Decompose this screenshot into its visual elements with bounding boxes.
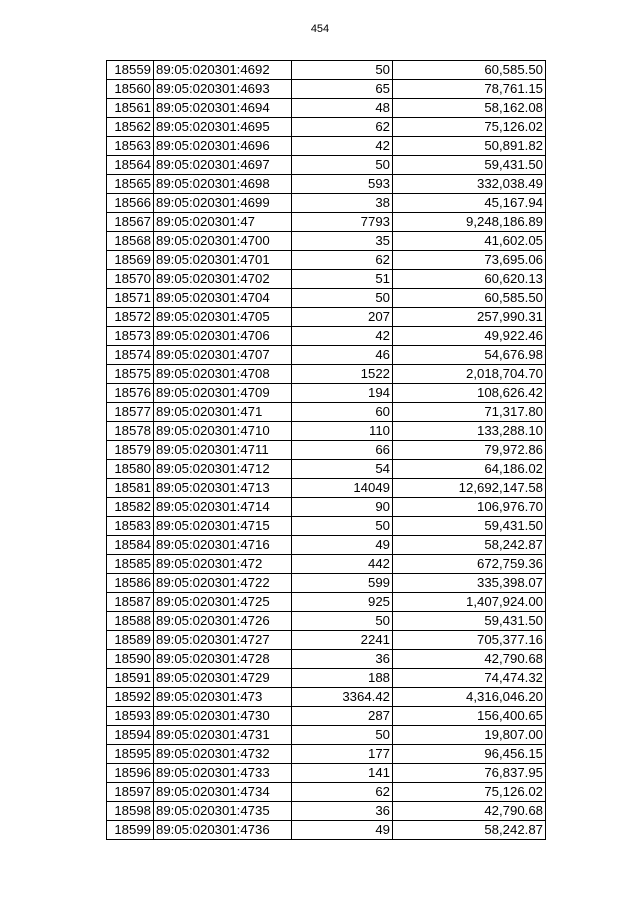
- table-row: [107, 99, 546, 118]
- cadastral-number-cell: 89:05:020301:4732: [154, 745, 292, 764]
- area-cell: 65: [292, 80, 393, 99]
- value-cell: 60,585.50: [393, 289, 546, 308]
- table-row: [107, 726, 546, 745]
- cadastral-number-cell: 89:05:020301:4708: [154, 365, 292, 384]
- cadastral-number-cell: 89:05:020301:4726: [154, 612, 292, 631]
- cadastral-number-cell: 89:05:020301:4714: [154, 498, 292, 517]
- row-number-cell: 18596: [107, 764, 154, 783]
- cadastral-number-cell: 89:05:020301:4727: [154, 631, 292, 650]
- row-number-cell: 18565: [107, 175, 154, 194]
- value-cell: 257,990.31: [393, 308, 546, 327]
- cadastral-number-cell: 89:05:020301:4736: [154, 821, 292, 840]
- value-cell: 4,316,046.20: [393, 688, 546, 707]
- cadastral-number-cell: 89:05:020301:4700: [154, 232, 292, 251]
- row-number-cell: 18588: [107, 612, 154, 631]
- value-cell: 58,162.08: [393, 99, 546, 118]
- value-cell: 59,431.50: [393, 156, 546, 175]
- row-number-cell: 18580: [107, 460, 154, 479]
- value-cell: 59,431.50: [393, 612, 546, 631]
- value-cell: 79,972.86: [393, 441, 546, 460]
- row-number-cell: 18575: [107, 365, 154, 384]
- cadastral-number-cell: 89:05:020301:4734: [154, 783, 292, 802]
- row-number-cell: 18595: [107, 745, 154, 764]
- table-row: [107, 422, 546, 441]
- cadastral-number-cell: 89:05:020301:4696: [154, 137, 292, 156]
- row-number-cell: 18599: [107, 821, 154, 840]
- cadastral-number-cell: 89:05:020301:4733: [154, 764, 292, 783]
- value-cell: 71,317.80: [393, 403, 546, 422]
- table-row: [107, 80, 546, 99]
- value-cell: 49,922.46: [393, 327, 546, 346]
- value-cell: 73,695.06: [393, 251, 546, 270]
- row-number-cell: 18591: [107, 669, 154, 688]
- row-number-cell: 18586: [107, 574, 154, 593]
- table-row: [107, 403, 546, 422]
- row-number-cell: 18582: [107, 498, 154, 517]
- value-cell: 42,790.68: [393, 650, 546, 669]
- row-number-cell: 18583: [107, 517, 154, 536]
- value-cell: 12,692,147.58: [393, 479, 546, 498]
- table-row: [107, 251, 546, 270]
- area-cell: 7793: [292, 213, 393, 232]
- cadastral-number-cell: 89:05:020301:4710: [154, 422, 292, 441]
- cadastral-number-cell: 89:05:020301:4712: [154, 460, 292, 479]
- area-cell: 36: [292, 650, 393, 669]
- table-row: [107, 574, 546, 593]
- row-number-cell: 18592: [107, 688, 154, 707]
- cadastral-number-cell: 89:05:020301:4695: [154, 118, 292, 137]
- table-row: [107, 612, 546, 631]
- area-cell: 62: [292, 118, 393, 137]
- area-cell: 42: [292, 137, 393, 156]
- area-cell: 66: [292, 441, 393, 460]
- area-cell: 49: [292, 821, 393, 840]
- area-cell: 110: [292, 422, 393, 441]
- value-cell: 2,018,704.70: [393, 365, 546, 384]
- table-row: [107, 270, 546, 289]
- value-cell: 133,288.10: [393, 422, 546, 441]
- value-cell: 74,474.32: [393, 669, 546, 688]
- table-row: [107, 308, 546, 327]
- area-cell: 62: [292, 251, 393, 270]
- cadastral-number-cell: 89:05:020301:4731: [154, 726, 292, 745]
- value-cell: 332,038.49: [393, 175, 546, 194]
- area-cell: 62: [292, 783, 393, 802]
- cadastral-number-cell: 89:05:020301:4728: [154, 650, 292, 669]
- table-row: [107, 764, 546, 783]
- value-cell: 50,891.82: [393, 137, 546, 156]
- table-row: [107, 669, 546, 688]
- row-number-cell: 18598: [107, 802, 154, 821]
- cadastral-number-cell: 89:05:020301:4699: [154, 194, 292, 213]
- area-cell: 38: [292, 194, 393, 213]
- area-cell: 50: [292, 289, 393, 308]
- value-cell: 106,976.70: [393, 498, 546, 517]
- value-cell: 64,186.02: [393, 460, 546, 479]
- cadastral-number-cell: 89:05:020301:4735: [154, 802, 292, 821]
- row-number-cell: 18573: [107, 327, 154, 346]
- value-cell: 75,126.02: [393, 118, 546, 137]
- cadastral-number-cell: 89:05:020301:4711: [154, 441, 292, 460]
- table-row: [107, 783, 546, 802]
- row-number-cell: 18589: [107, 631, 154, 650]
- row-number-cell: 18576: [107, 384, 154, 403]
- cadastral-number-cell: 89:05:020301:4716: [154, 536, 292, 555]
- cadastral-number-cell: 89:05:020301:4692: [154, 61, 292, 80]
- area-cell: 14049: [292, 479, 393, 498]
- table-row: [107, 346, 546, 365]
- area-cell: 599: [292, 574, 393, 593]
- row-number-cell: 18560: [107, 80, 154, 99]
- value-cell: 672,759.36: [393, 555, 546, 574]
- row-number-cell: 18568: [107, 232, 154, 251]
- cadastral-number-cell: 89:05:020301:4693: [154, 80, 292, 99]
- area-cell: 36: [292, 802, 393, 821]
- value-cell: 76,837.95: [393, 764, 546, 783]
- area-cell: 90: [292, 498, 393, 517]
- table-row: [107, 593, 546, 612]
- value-cell: 42,790.68: [393, 802, 546, 821]
- cadastral-number-cell: 89:05:020301:4722: [154, 574, 292, 593]
- row-number-cell: 18567: [107, 213, 154, 232]
- row-number-cell: 18585: [107, 555, 154, 574]
- value-cell: 60,620.13: [393, 270, 546, 289]
- row-number-cell: 18564: [107, 156, 154, 175]
- table-row: [107, 175, 546, 194]
- value-cell: 108,626.42: [393, 384, 546, 403]
- data-table: [106, 60, 546, 840]
- row-number-cell: 18584: [107, 536, 154, 555]
- area-cell: 50: [292, 156, 393, 175]
- row-number-cell: 18559: [107, 61, 154, 80]
- cadastral-number-cell: 89:05:020301:4698: [154, 175, 292, 194]
- value-cell: 78,761.15: [393, 80, 546, 99]
- area-cell: 46: [292, 346, 393, 365]
- value-cell: 54,676.98: [393, 346, 546, 365]
- row-number-cell: 18590: [107, 650, 154, 669]
- area-cell: 2241: [292, 631, 393, 650]
- table-row: [107, 821, 546, 840]
- table-row: [107, 707, 546, 726]
- value-cell: 58,242.87: [393, 821, 546, 840]
- area-cell: 50: [292, 517, 393, 536]
- row-number-cell: 18579: [107, 441, 154, 460]
- table-row: [107, 631, 546, 650]
- cadastral-number-cell: 89:05:020301:4715: [154, 517, 292, 536]
- table-row: [107, 460, 546, 479]
- area-cell: 925: [292, 593, 393, 612]
- row-number-cell: 18571: [107, 289, 154, 308]
- cadastral-number-cell: 89:05:020301:4707: [154, 346, 292, 365]
- row-number-cell: 18563: [107, 137, 154, 156]
- value-cell: 19,807.00: [393, 726, 546, 745]
- cadastral-number-cell: 89:05:020301:4729: [154, 669, 292, 688]
- cadastral-number-cell: 89:05:020301:4725: [154, 593, 292, 612]
- value-cell: 9,248,186.89: [393, 213, 546, 232]
- area-cell: 194: [292, 384, 393, 403]
- value-cell: 58,242.87: [393, 536, 546, 555]
- area-cell: 54: [292, 460, 393, 479]
- cadastral-number-cell: 89:05:020301:4701: [154, 251, 292, 270]
- row-number-cell: 18570: [107, 270, 154, 289]
- table-row: [107, 479, 546, 498]
- value-cell: 96,456.15: [393, 745, 546, 764]
- value-cell: 75,126.02: [393, 783, 546, 802]
- table-body: [107, 61, 546, 840]
- cadastral-number-cell: 89:05:020301:4705: [154, 308, 292, 327]
- area-cell: 51: [292, 270, 393, 289]
- area-cell: 60: [292, 403, 393, 422]
- row-number-cell: 18574: [107, 346, 154, 365]
- area-cell: 50: [292, 726, 393, 745]
- row-number-cell: 18572: [107, 308, 154, 327]
- value-cell: 335,398.07: [393, 574, 546, 593]
- area-cell: 188: [292, 669, 393, 688]
- area-cell: 141: [292, 764, 393, 783]
- table-row: [107, 745, 546, 764]
- row-number-cell: 18581: [107, 479, 154, 498]
- cadastral-number-cell: 89:05:020301:47: [154, 213, 292, 232]
- cadastral-number-cell: 89:05:020301:472: [154, 555, 292, 574]
- table-row: [107, 137, 546, 156]
- area-cell: 42: [292, 327, 393, 346]
- table-row: [107, 517, 546, 536]
- area-cell: 177: [292, 745, 393, 764]
- value-cell: 41,602.05: [393, 232, 546, 251]
- table-row: [107, 365, 546, 384]
- cadastral-number-cell: 89:05:020301:473: [154, 688, 292, 707]
- table-row: [107, 650, 546, 669]
- area-cell: 48: [292, 99, 393, 118]
- table-row: [107, 194, 546, 213]
- area-cell: 49: [292, 536, 393, 555]
- area-cell: 50: [292, 612, 393, 631]
- cadastral-number-cell: 89:05:020301:4702: [154, 270, 292, 289]
- area-cell: 1522: [292, 365, 393, 384]
- value-cell: 705,377.16: [393, 631, 546, 650]
- row-number-cell: 18577: [107, 403, 154, 422]
- row-number-cell: 18594: [107, 726, 154, 745]
- value-cell: 1,407,924.00: [393, 593, 546, 612]
- row-number-cell: 18587: [107, 593, 154, 612]
- area-cell: 207: [292, 308, 393, 327]
- area-cell: 50: [292, 61, 393, 80]
- cadastral-number-cell: 89:05:020301:4713: [154, 479, 292, 498]
- row-number-cell: 18593: [107, 707, 154, 726]
- row-number-cell: 18578: [107, 422, 154, 441]
- table-row: [107, 213, 546, 232]
- table-row: [107, 232, 546, 251]
- area-cell: 442: [292, 555, 393, 574]
- table-row: [107, 536, 546, 555]
- area-cell: 35: [292, 232, 393, 251]
- table-row: [107, 384, 546, 403]
- value-cell: 59,431.50: [393, 517, 546, 536]
- cadastral-number-cell: 89:05:020301:4730: [154, 707, 292, 726]
- table-row: [107, 156, 546, 175]
- value-cell: 60,585.50: [393, 61, 546, 80]
- table-row: [107, 118, 546, 137]
- cadastral-number-cell: 89:05:020301:471: [154, 403, 292, 422]
- row-number-cell: 18597: [107, 783, 154, 802]
- page-number: 454: [310, 23, 330, 35]
- cadastral-number-cell: 89:05:020301:4694: [154, 99, 292, 118]
- table-row: [107, 327, 546, 346]
- table-row: [107, 555, 546, 574]
- area-cell: 593: [292, 175, 393, 194]
- table-row: [107, 61, 546, 80]
- area-cell: 3364.42: [292, 688, 393, 707]
- table-row: [107, 441, 546, 460]
- table-row: [107, 498, 546, 517]
- row-number-cell: 18561: [107, 99, 154, 118]
- value-cell: 156,400.65: [393, 707, 546, 726]
- table-row: [107, 289, 546, 308]
- cadastral-number-cell: 89:05:020301:4709: [154, 384, 292, 403]
- area-cell: 287: [292, 707, 393, 726]
- cadastral-number-cell: 89:05:020301:4706: [154, 327, 292, 346]
- table-row: [107, 802, 546, 821]
- table-row: [107, 688, 546, 707]
- row-number-cell: 18569: [107, 251, 154, 270]
- row-number-cell: 18562: [107, 118, 154, 137]
- value-cell: 45,167.94: [393, 194, 546, 213]
- row-number-cell: 18566: [107, 194, 154, 213]
- cadastral-number-cell: 89:05:020301:4704: [154, 289, 292, 308]
- cadastral-number-cell: 89:05:020301:4697: [154, 156, 292, 175]
